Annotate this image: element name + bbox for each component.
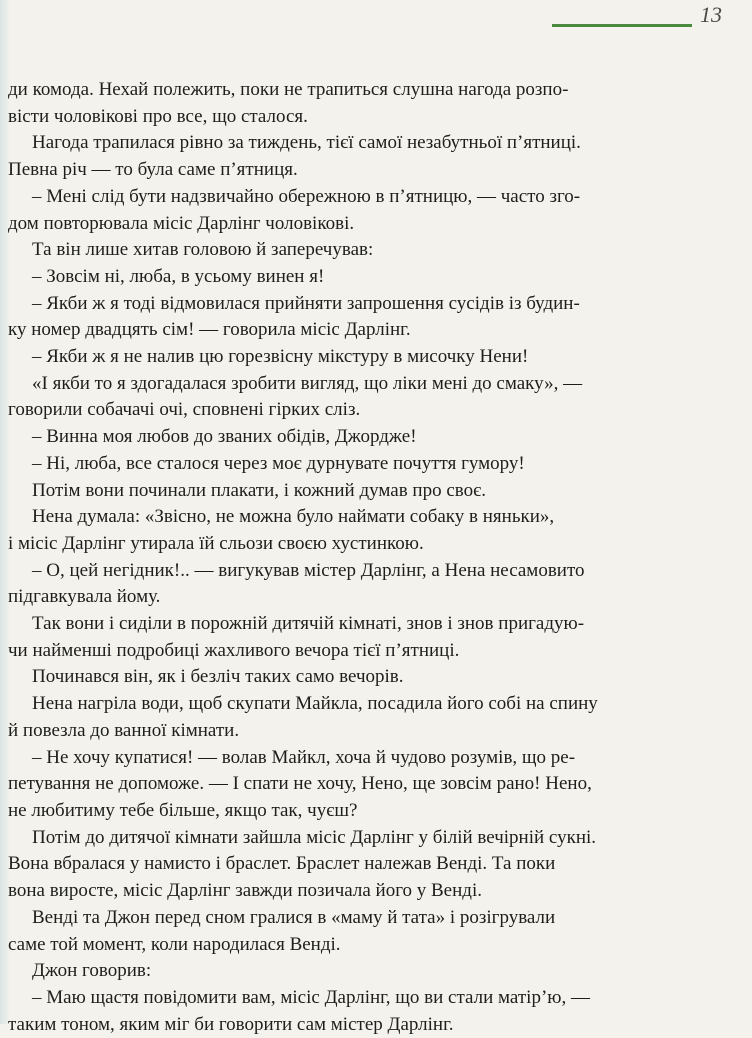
text-line: Венді та Джон перед сном гралися в «маму й тата» і розігрували <box>32 906 556 928</box>
text-line: Певна річ — то була саме п’ятниця. <box>8 159 298 181</box>
text-line: підгавкувала йому. <box>8 586 161 608</box>
text-line: Нена нагріла води, щоб скупати Майкла, посадила його собі на спину <box>32 693 598 715</box>
text-line: таким тоном, яким міг би говорити сам містер Дарлінг. <box>8 1013 454 1035</box>
text-line: вона виросте, місіс Дарлінг завжди позичала його у Венді. <box>8 880 482 902</box>
text-line: Потім до дитячої кімнати зайшла місіс Дарлінг у білій вечірній сукні. <box>32 826 597 848</box>
text-line: Нена думала: «Звісно, не можна було наймати собаку в няньки», <box>32 506 555 528</box>
text-line: дом повторювала місіс Дарлінг чоловікові. <box>8 212 355 234</box>
body-text <box>8 77 668 1038</box>
text-line: Потім вони починали плакати, і кожний думав про своє. <box>32 479 487 501</box>
text-line: Вона вбралася у намисто і браслет. Браслет належав Венді. Та поки <box>8 853 556 875</box>
text-line: – Ні, люба, все сталося через моє дурнувате почуття гумору! <box>32 452 525 474</box>
text-line: і місіс Дарлінг утирала їй сльози своєю хустинкою. <box>8 532 424 554</box>
text-line: петування не допоможе. — І спати не хочу, Нено, ще зовсім рано! Нено, <box>8 773 592 795</box>
text-line: Джон говорив: <box>32 960 152 982</box>
text-line: не любитиму тебе більше, якщо так, чуєш? <box>8 799 358 821</box>
text-line: чи найменші подробиці жахливого вечора тієї п’ятниці. <box>8 639 460 661</box>
header-rule <box>552 24 692 27</box>
text-line: Так вони і сиділи в порожній дитячій кімнаті, знов і знов пригадую- <box>32 613 585 635</box>
text-line: – Зовсім ні, люба, в усьому винен я! <box>32 265 325 287</box>
text-line: ди комода. Нехай полежить, поки не трапиться слушна нагода розпо- <box>8 79 569 100</box>
text-line: – Не хочу купатися! — волав Майкл, хоча й чудово розумів, що ре- <box>32 746 576 768</box>
text-line: Та він лише хитав головою й заперечував: <box>32 239 374 261</box>
text-line: – Якби ж я не налив цю горезвісну мікстуру в мисочку Нени! <box>32 346 529 368</box>
text-line: «І якби то я здогадалася зробити вигляд, що ліки мені до смаку», — <box>32 372 583 394</box>
text-line: говорили собачачі очі, сповнені гірких сліз. <box>8 399 361 421</box>
text-line: – Винна моя любов до званих обідів, Джордже! <box>32 426 417 448</box>
text-line: – Якби ж я тоді відмовилася прийняти запрошення сусідів із будин- <box>32 292 580 314</box>
text-line: – О, цей негідник!.. — вигукував містер Дарлінг, а Нена несамовито <box>32 559 585 581</box>
text-line: – Мені слід бути надзвичайно обережною в п’ятницю, — часто зго- <box>32 185 581 207</box>
text-line: – Маю щастя повідомити вам, місіс Дарлінг, що ви стали матір’ю, — <box>32 986 590 1008</box>
text-line: вісти чоловікові про все, що сталося. <box>8 105 308 127</box>
text-line: Починався він, як і безліч таких само вечорів. <box>32 666 404 688</box>
text-line: саме той момент, коли народилася Венді. <box>8 933 341 955</box>
page-number: 13 <box>700 2 722 27</box>
text-line: Нагода трапилася рівно за тиждень, тієї самої незабутньої п’ятниці. <box>32 132 581 154</box>
text-line: ку номер двадцять сім! — говорила місіс Дарлінг. <box>8 319 411 341</box>
text-line: й повезла до ванної кімнати. <box>8 719 240 741</box>
